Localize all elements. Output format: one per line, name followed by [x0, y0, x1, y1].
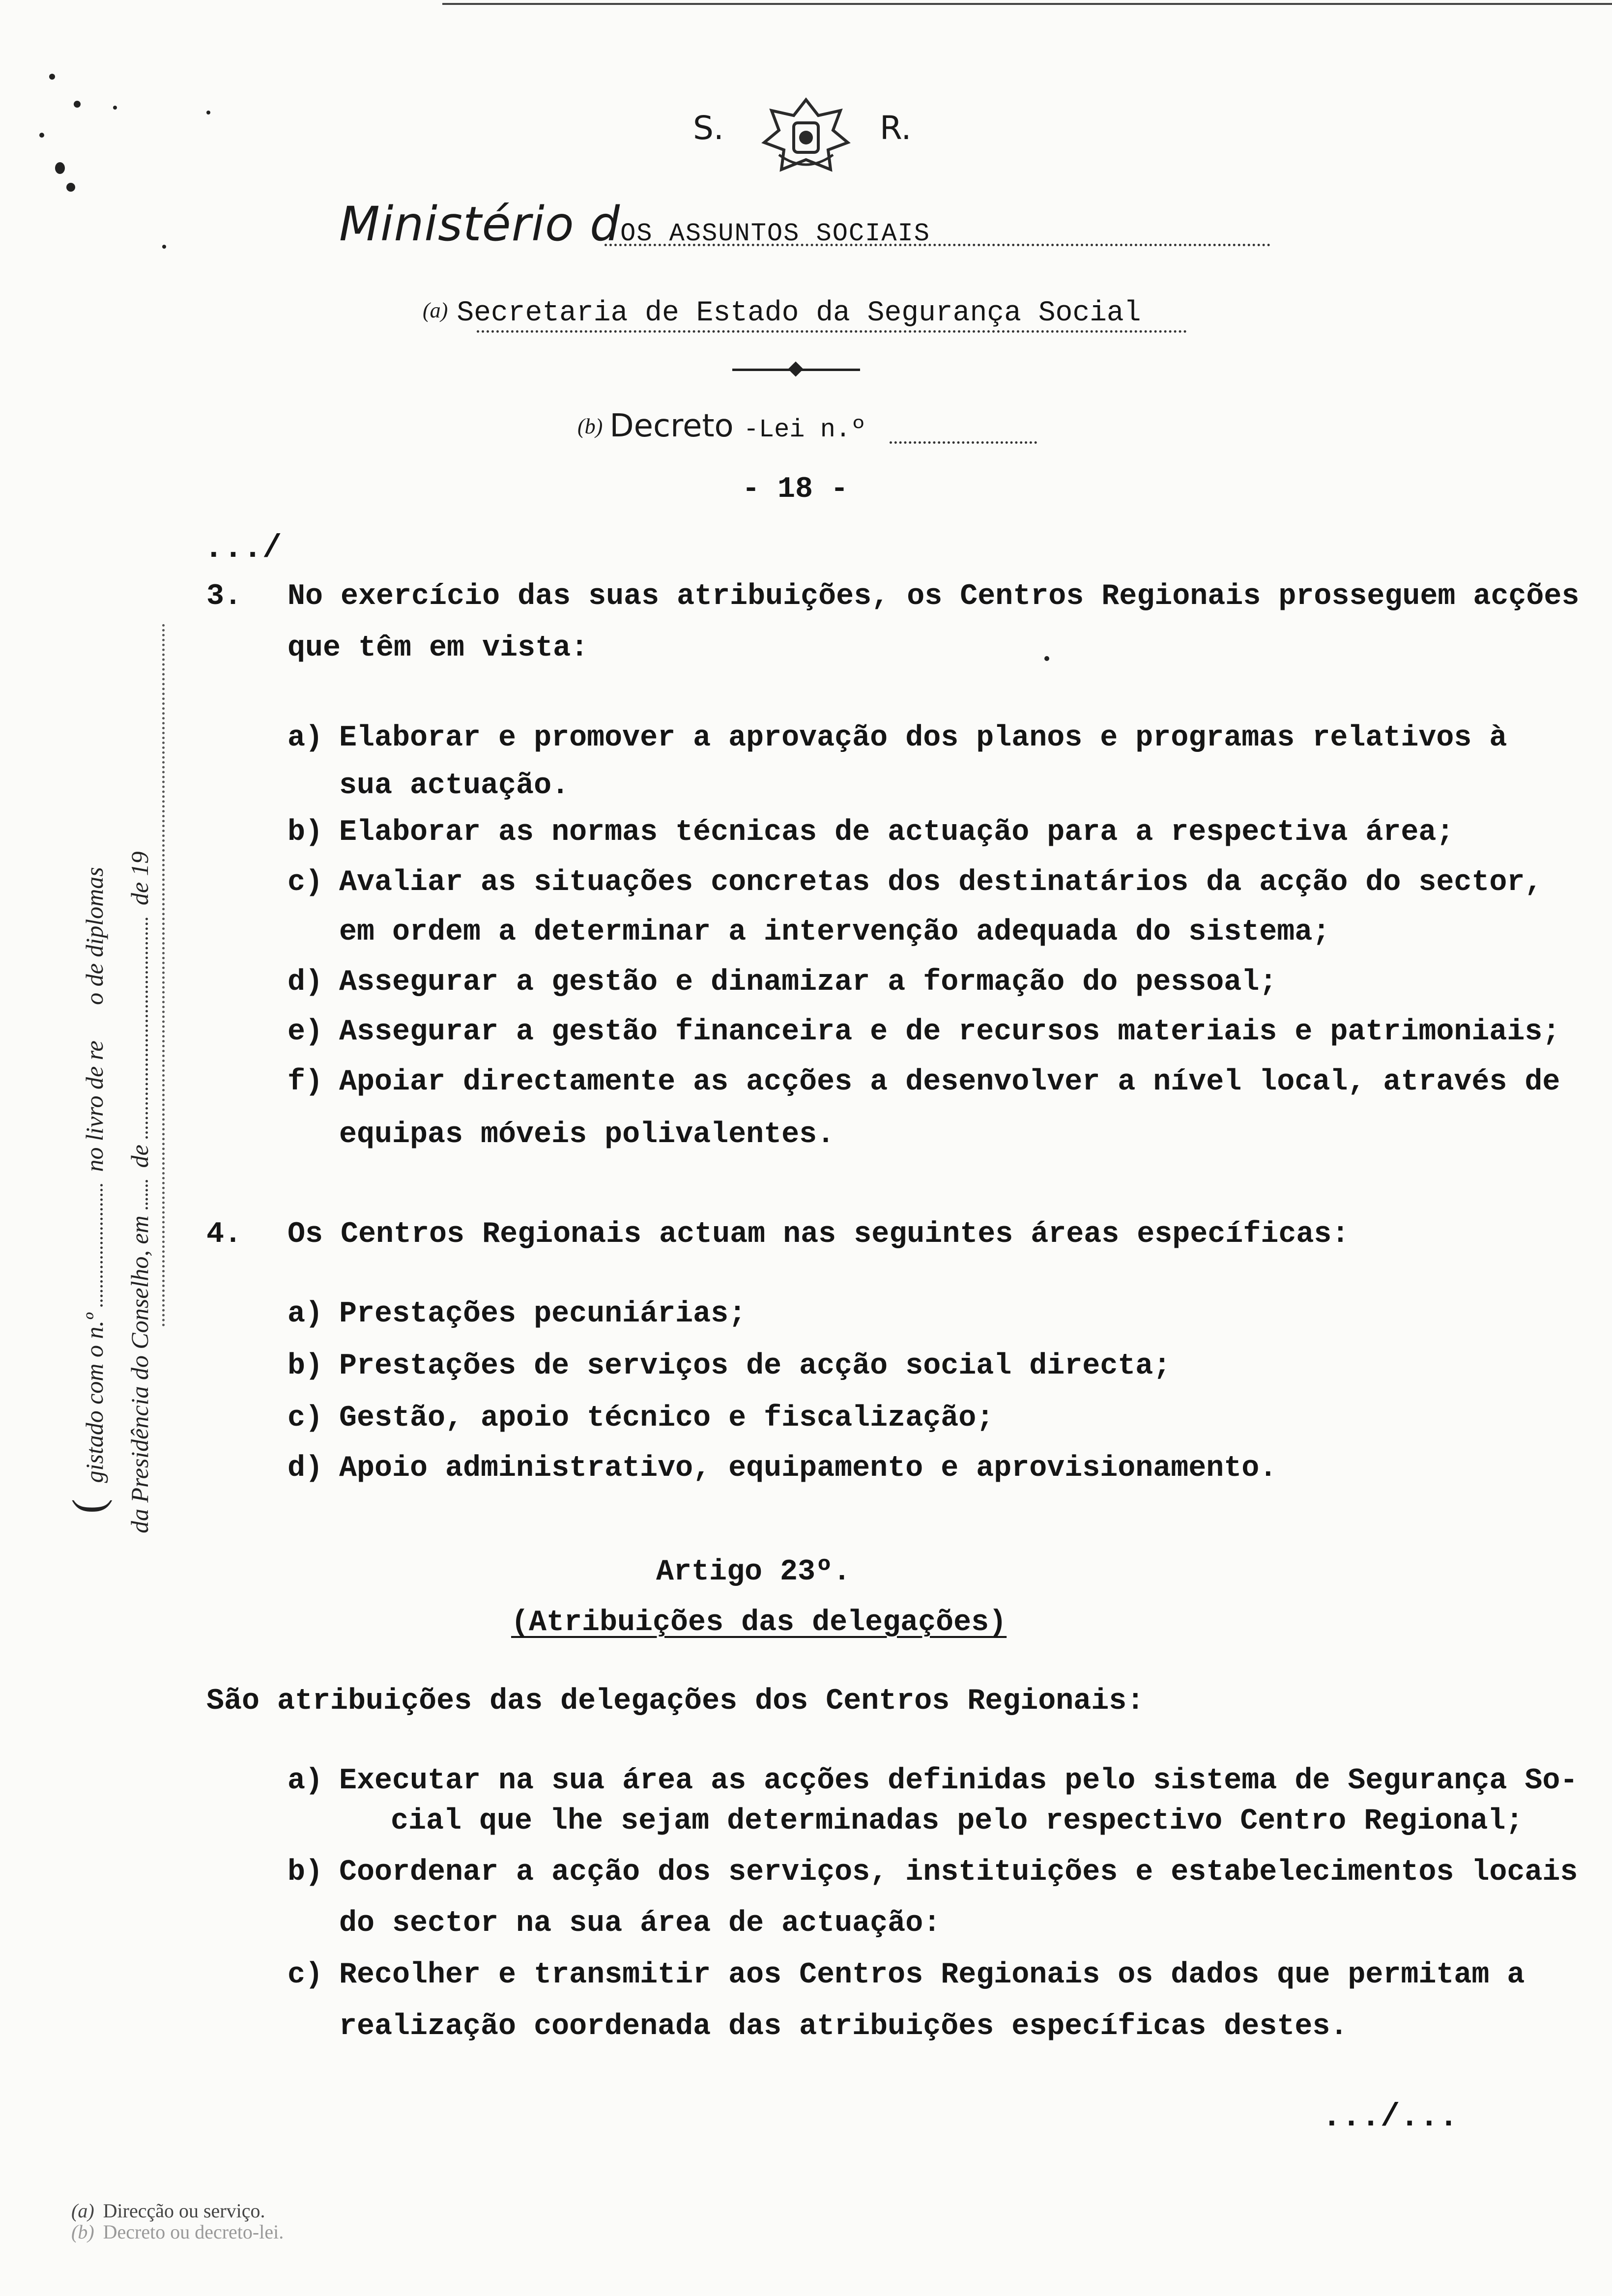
art-item-b-line2: do sector na sua área de actuação: [339, 1907, 941, 1940]
scan-speck [206, 111, 210, 115]
art-item-c-line1: Recolher e transmitir aos Centros Regionais os dados que permitam a [339, 1958, 1525, 1992]
footnote-b [71, 2220, 284, 2243]
secretaria-name: Secretaria de Estado da Segurança Social [457, 297, 1141, 329]
continuation-top: .../ [204, 530, 282, 567]
margin-part3: o de diplomas [81, 867, 108, 1005]
margin-blank1 [100, 1184, 103, 1307]
article-title: Artigo 23º. [656, 1555, 851, 1589]
secretaria-mark: (a) [423, 298, 448, 322]
s3-item-e-letter: e) [288, 1015, 323, 1049]
s3-item-b-letter: b) [288, 816, 323, 849]
margin-blank2 [145, 1180, 148, 1209]
scan-speck [55, 162, 65, 174]
ministry-name: OS ASSUNTOS SOCIAIS [620, 219, 930, 248]
s3-item-a-letter: a) [288, 721, 323, 755]
s3-item-b-line1: Elaborar as normas técnicas de actuação para a respectiva área; [339, 816, 1454, 849]
margin-bracket: ( [64, 1499, 113, 1514]
scan-speck [49, 74, 55, 80]
art-item-c-line2: realização coordenada das atribuições específicas destes. [339, 2010, 1348, 2043]
margin-stamp-line1 [63, 867, 114, 1514]
art-item-a-line1: Executar na sua área as acções definidas pelo sistema de Segurança So- [339, 1764, 1578, 1798]
s4-item-c-letter: c) [288, 1402, 323, 1435]
s3-item-d-line1: Assegurar a gestão e dinamizar a formação do pessoal; [339, 966, 1277, 999]
secretaria-dotted-rule [477, 330, 1187, 333]
s3-item-e-line1: Assegurar a gestão financeira e de recursos materiais e patrimoniais; [339, 1015, 1560, 1049]
section-3-text-line1: No exercício das suas atribuições, os Centros Regionais prosseguem acções [288, 580, 1580, 613]
footnote-a [71, 2199, 265, 2222]
secretaria-line [423, 297, 1141, 329]
s3-item-c-line2: em ordem a determinar a intervenção adequada do sistema; [339, 916, 1330, 949]
margin-stamp-line2 [125, 851, 154, 1533]
section-4-text: Os Centros Regionais actuam nas seguintes áreas específicas: [288, 1218, 1350, 1251]
art-item-c-letter: c) [288, 1958, 323, 1992]
decree-mark: (b) [577, 414, 603, 438]
margin-part5: de [126, 1145, 153, 1168]
scan-speck [74, 101, 81, 108]
section-3-text-line2: que têm em vista: [288, 631, 589, 665]
s4-item-d-text: Apoio administrativo, equipamento e aprovisionamento. [339, 1452, 1277, 1485]
margin-blank3 [145, 918, 148, 1139]
header-divider-diamond [788, 361, 803, 376]
s3-item-f-line2: equipas móveis polivalentes. [339, 1118, 835, 1151]
s3-item-d-letter: d) [288, 966, 323, 999]
footnote-a-text: Direcção ou serviço. [103, 2200, 265, 2222]
continuation-bottom: .../... [1322, 2098, 1459, 2135]
footnote-b-mark: (b) [71, 2221, 94, 2243]
s4-item-b-letter: b) [288, 1349, 323, 1383]
art-item-a-line2: cial que lhe sejam determinadas pelo respectivo Centro Regional; [391, 1805, 1524, 1838]
s3-item-a-line2: sua actuação. [339, 769, 570, 803]
letterhead-r: R. [880, 109, 912, 147]
decree-label: Decreto [609, 408, 734, 444]
ministry-dotted-rule [604, 244, 1270, 246]
margin-part6: de 19 [126, 851, 153, 906]
section-4-number: 4. [206, 1218, 242, 1251]
s4-item-a-letter: a) [288, 1297, 323, 1331]
section-3-number: 3. [206, 580, 242, 613]
top-edge-rule [442, 3, 1612, 5]
art-item-b-letter: b) [288, 1856, 323, 1889]
s4-item-b-text: Prestações de serviços de acção social directa; [339, 1349, 1171, 1383]
scan-speck [113, 106, 117, 110]
s4-item-d-letter: d) [288, 1452, 323, 1485]
margin-part1: gistado com o n.º [81, 1313, 108, 1483]
s3-item-f-line1: Apoiar directamente as acções a desenvolver a nível local, através de [339, 1065, 1560, 1099]
s3-item-f-letter: f) [288, 1065, 323, 1099]
article-subtitle: (Atribuições das delegações) [511, 1606, 1007, 1639]
s4-item-a-text: Prestações pecuniárias; [339, 1297, 747, 1331]
margin-part2: no livro de re [81, 1040, 108, 1172]
s3-item-a-line1: Elaborar e promover a aprovação dos planos e programas relativos à [339, 721, 1507, 755]
scan-speck [162, 245, 166, 249]
decree-line [577, 408, 866, 444]
scan-speck [1044, 656, 1049, 661]
margin-part4: da Presidência do Conselho, em [126, 1215, 153, 1533]
s4-item-c-text: Gestão, apoio técnico e fiscalização; [339, 1402, 994, 1435]
scan-speck [39, 133, 44, 138]
s3-item-c-letter: c) [288, 866, 323, 899]
footnote-a-mark: (a) [71, 2200, 94, 2222]
page-number: - 18 - [742, 473, 849, 506]
scan-speck [66, 183, 75, 192]
letterhead-s: S. [693, 109, 724, 147]
footnote-b-text: Decreto ou decreto-lei. [103, 2221, 284, 2243]
art-item-a-letter: a) [288, 1764, 323, 1798]
decree-dotted-rule [890, 441, 1037, 444]
coat-of-arms-icon [759, 96, 853, 174]
decree-suffix: -Lei n.º [743, 415, 866, 444]
margin-vertical-rule [162, 624, 165, 1327]
art-item-b-line1: Coordenar a acção dos serviços, instituições e estabelecimentos locais [339, 1856, 1578, 1889]
s3-item-c-line1: Avaliar as situações concretas dos destinatários da acção do sector, [339, 866, 1543, 899]
article-intro: São atribuições das delegações dos Centros Regionais: [206, 1685, 1145, 1718]
ministry-prefix: Ministério d [339, 197, 621, 252]
